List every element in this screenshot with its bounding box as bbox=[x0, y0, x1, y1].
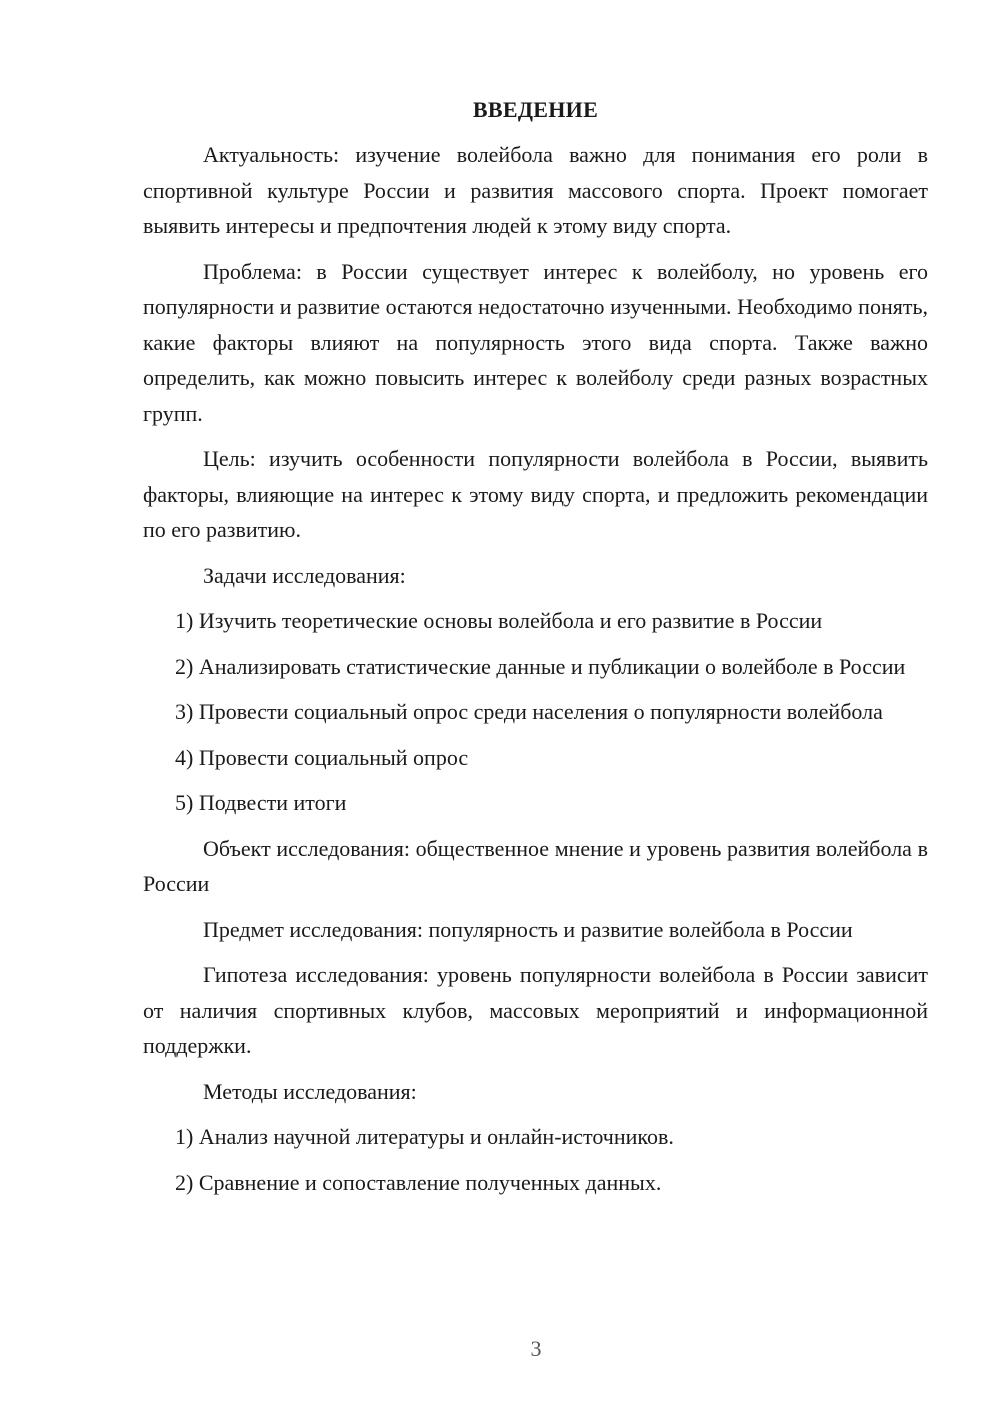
task-item-1: 1) Изучить теоретические основы волейбола и его развитие в России bbox=[175, 608, 823, 633]
method-item-1: 1) Анализ научной литературы и онлайн-источников. bbox=[175, 1124, 674, 1149]
page-content bbox=[143, 92, 928, 1210]
task-item-3: 3) Провести социальный опрос среди населения о популярности волейбола bbox=[175, 699, 883, 724]
hypothesis-paragraph: Гипотеза исследования: уровень популярности волейбола в России зависит от наличия спортивных клубов, массовых мероприятий и информационной поддержки. bbox=[143, 962, 928, 1058]
task-item-5: 5) Подвести итоги bbox=[175, 790, 347, 815]
problem-paragraph: Проблема: в России существует интерес к волейболу, но уровень его популярности и развитие остаются недостаточно изученными. Необходимо понять, какие факторы влияют на популярность этого вида спорта. Также важно определить, как можно повысить интерес к волейболу среди разных возрастных групп. bbox=[143, 258, 928, 426]
subject-paragraph: Предмет исследования: популярность и развитие волейбола в России bbox=[203, 916, 853, 942]
relevance-paragraph: Актуальность: изучение волейбола важно для понимания его роли в спортивной культуре России и развития массового спорта. Проект помогает выявить интересы и предпочтения людей к этому виду спорта. bbox=[143, 142, 928, 238]
object-paragraph: Объект исследования: общественное мнение и уровень развития волейбола в России bbox=[143, 835, 928, 896]
tasks-title: Задачи исследования: bbox=[203, 562, 406, 588]
task-item-4: 4) Провести социальный опрос bbox=[175, 744, 469, 770]
page-number: 3 bbox=[530, 1336, 542, 1361]
goal-paragraph: Цель: изучить особенности популярности волейбола в России, выявить факторы, влияющие на интерес к этому виду спорта, и предложить рекомендации по его развитию. bbox=[143, 446, 928, 542]
section-heading: ВВЕДЕНИЕ bbox=[472, 97, 599, 122]
methods-title: Методы исследования: bbox=[203, 1078, 417, 1104]
method-item-2: 2) Сравнение и сопоставление полученных данных. bbox=[175, 1169, 662, 1195]
task-item-2: 2) Анализировать статистические данные и публикации о волейболе в России bbox=[175, 653, 906, 679]
